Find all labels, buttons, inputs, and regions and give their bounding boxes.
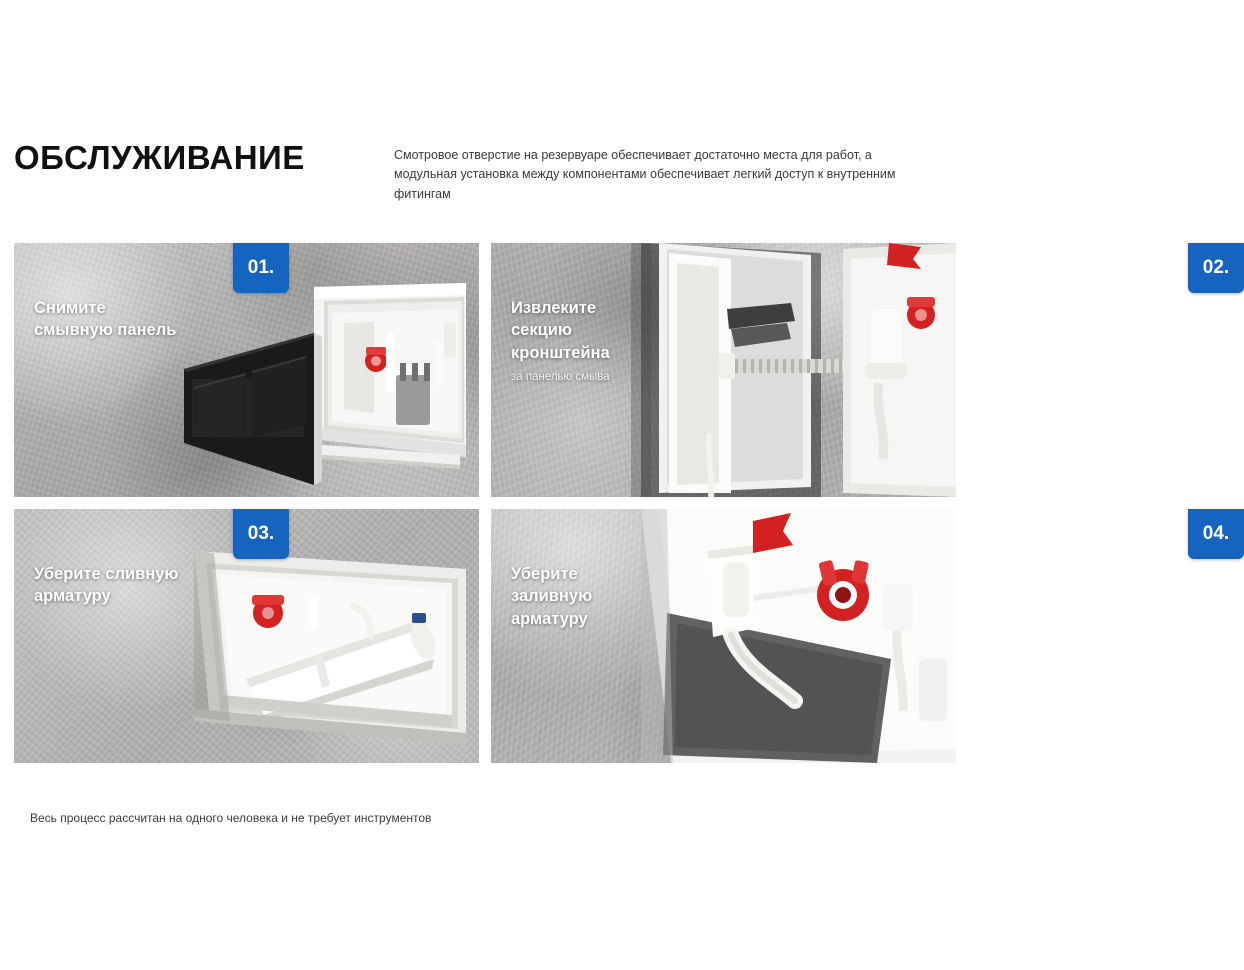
footer-note: Весь процесс рассчитан на одного человека и не требует инструментов [30,811,432,825]
page-title: ОБСЛУЖИВАНИЕ [14,139,305,176]
step-card-01[interactable] [14,243,479,497]
step-title-01: Снимите смывную панель [34,299,177,340]
step-title-02: Извлеките секцию кронштейна [511,299,610,362]
step-number-badge-04: 04. [1188,509,1244,559]
step-card-04[interactable] [491,509,1230,763]
step-caption-01 [34,297,184,342]
step-card-03[interactable] [14,509,479,763]
step-number-badge-01: 01. [233,243,289,293]
step-caption-04 [511,563,661,630]
step-number-badge-02: 02. [1188,243,1244,293]
step-subtitle-02: за панелью смыва [511,370,610,383]
step-caption-03 [34,563,184,608]
step-title-03: Уберите сливную арматуру [34,565,179,606]
steps-grid [14,243,1230,763]
step-card-02[interactable] [491,243,1230,497]
intro-paragraph: Смотровое отверстие на резервуаре обеспечивает достаточно места для работ, а модульная установка между компонентами обеспечивает легкий доступ к внутренним фитингам [394,148,896,201]
step-title-04: Уберите заливную арматуру [511,565,593,628]
step-caption-02 [511,297,661,385]
header [14,128,944,204]
fill-valve-removal-illustration [491,509,956,763]
step-number-badge-03: 03. [233,509,289,559]
